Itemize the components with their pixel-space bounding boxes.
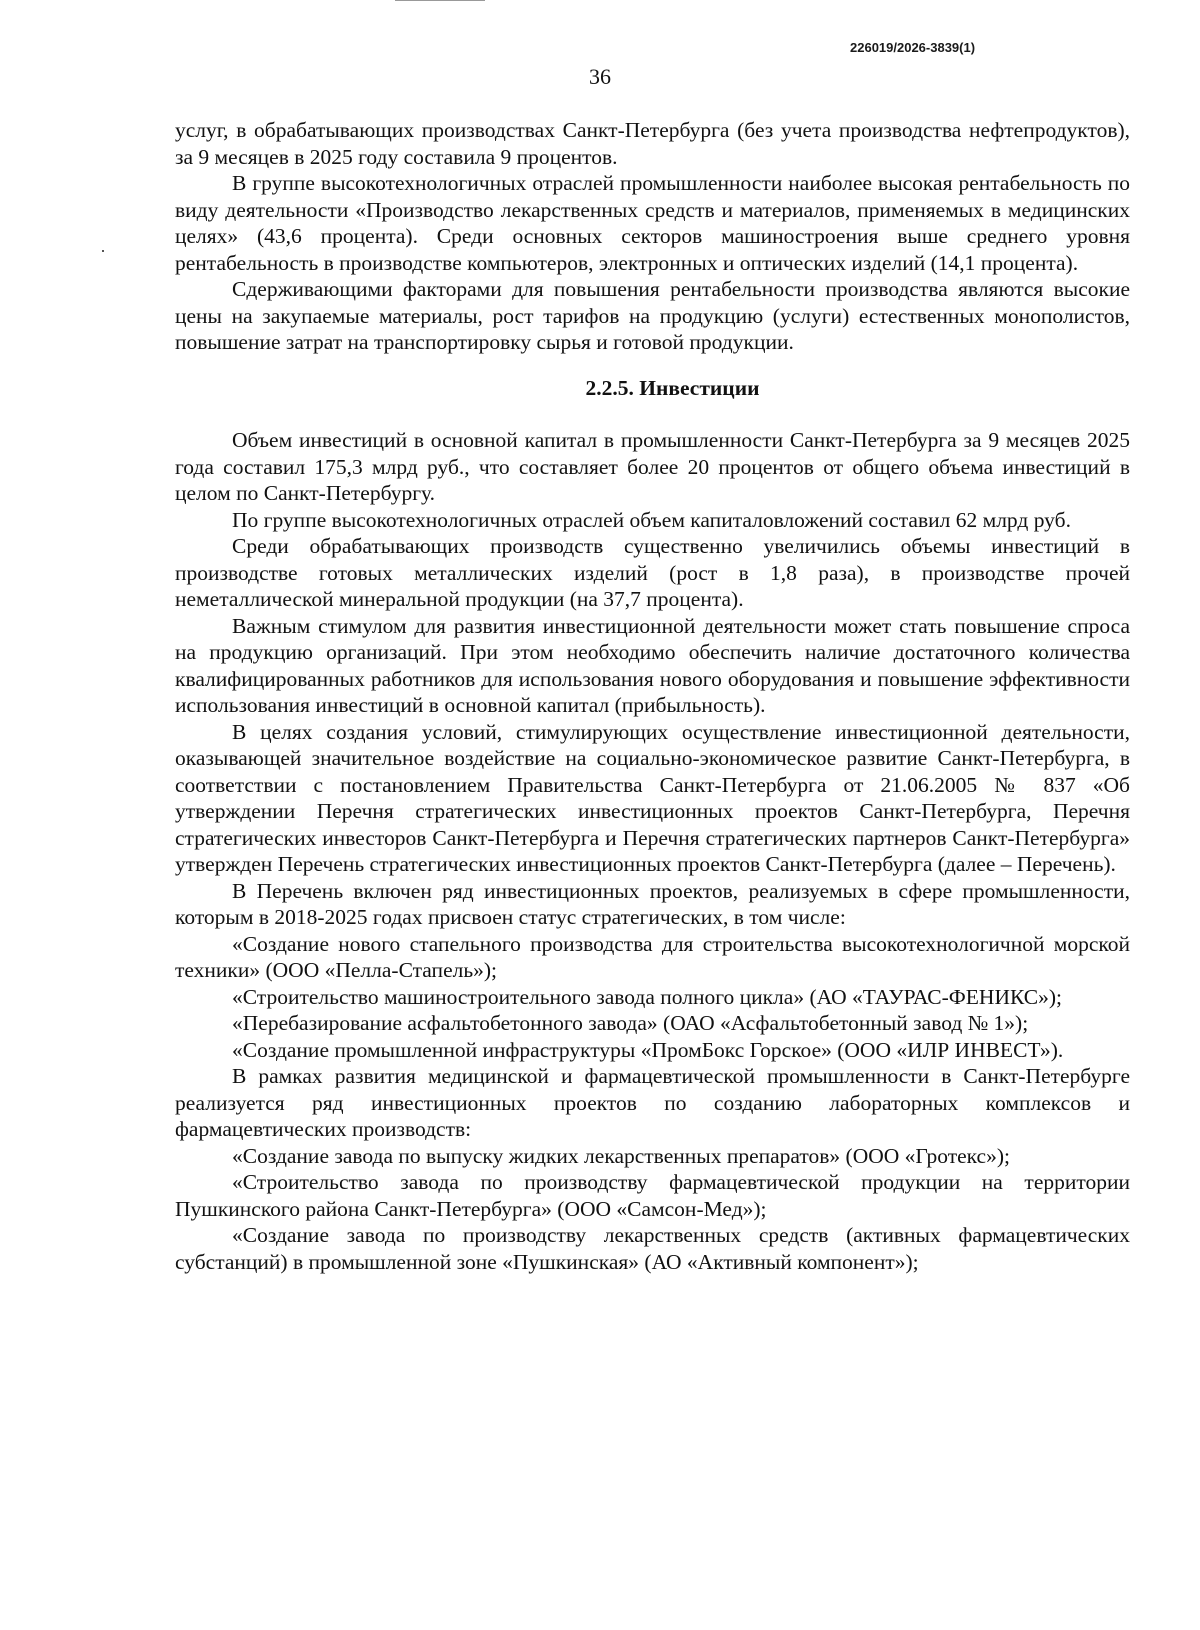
section-heading: 2.2.5. Инвестиции [585, 375, 760, 400]
paragraph: услуг, в обрабатывающих производствах Санкт-Петербурга (без учета производства нефтепродуктов), за 9 месяцев в 2025 году составила 9 процентов. [175, 118, 1130, 169]
page-number: 36 [589, 64, 611, 89]
list-item: «Строительство машиностроительного завода полного цикла» (АО «ТАУРАС-ФЕНИКС»); [232, 984, 1063, 1009]
scan-artifact [102, 250, 104, 252]
paragraph: В Перечень включен ряд инвестиционных проектов, реализуемых в сфере промышленности, которым в 2018-2025 годах присвоен статус стратегических, в том числе: [175, 878, 1130, 929]
list-item: «Создание завода по производству лекарственных средств (активных фармацевтических субстанций) в промышленной зоне «Пушкинская» (АО «Активный компонент»); [175, 1223, 1130, 1274]
scan-artifact [395, 0, 485, 1]
paragraph: В группе высокотехнологичных отраслей промышленности наиболее высокая рентабельность по виду деятельности «Производство лекарственных средств и материалов, применяемых в медицинских целях» (43,6 процента). Среди основных секторов машиностроения выше среднего уровня рентабельность в производстве компьютеров, электронных и оптических изделий (14,1 процента). [175, 171, 1130, 275]
list-item: «Создание промышленной инфраструктуры «ПромБокс Горское» (ООО «ИЛР ИНВЕСТ»). [232, 1037, 1064, 1062]
paragraph: Важным стимулом для развития инвестиционной деятельности может стать повышение спроса на продукцию организаций. При этом необходимо обеспечить наличие достаточного количества квалифицированных работников для использования нового оборудования и повышение эффективности использования инвестиций в основной капитал (прибыльность). [175, 613, 1130, 717]
paragraph: В рамках развития медицинской и фармацевтической промышленности в Санкт-Петербурге реализуется ряд инвестиционных проектов по созданию лабораторных комплексов и фармацевтических производств: [175, 1064, 1130, 1141]
list-item: «Создание завода по выпуску жидких лекарственных препаратов» (ООО «Гротекс»); [232, 1143, 1010, 1168]
paragraph: Сдерживающими факторами для повышения рентабельности производства являются высокие цены на закупаемые материалы, рост тарифов на продукцию (услуги) естественных монополистов, повышение затрат на транспортировку сырья и готовой продукции. [175, 277, 1130, 354]
list-item: «Строительство завода по производству фармацевтической продукции на территории Пушкинского района Санкт-Петербурга» (ООО «Самсон-Мед»); [175, 1170, 1130, 1221]
list-item: «Создание нового стапельного производства для строительства высокотехнологичной морской техники» (ООО «Пелла-Стапель»); [175, 931, 1130, 982]
document-body [175, 117, 1130, 1275]
paragraph: По группе высокотехнологичных отраслей объем капиталовложений составил 62 млрд руб. [232, 507, 1071, 532]
paragraph: Среди обрабатывающих производств существенно увеличились объемы инвестиций в производстве готовых металлических изделий (рост в 1,8 раза), в производстве прочей неметаллической минеральной продукции (на 37,7 процента). [175, 534, 1130, 611]
paragraph: В целях создания условий, стимулирующих осуществление инвестиционной деятельности, оказывающей значительное воздействие на социально-экономическое развитие Санкт-Петербурга, в соответствии с постановлением Правительства Санкт-Петербурга от 21.06.2005 № 837 «Об утверждении Перечня стратегических инвестиционных проектов Санкт-Петербурга, Перечня стратегических инвесторов Санкт-Петербурга и Перечня стратегических партнеров Санкт-Петербурга» утвержден Перечень стратегических инвестиционных проектов Санкт-Петербурга (далее – Перечень). [175, 719, 1130, 876]
document-id: 226019/2026-3839(1) [850, 40, 976, 55]
list-item: «Перебазирование асфальтобетонного завода» (ОАО «Асфальтобетонный завод № 1»); [232, 1011, 1029, 1035]
paragraph: Объем инвестиций в основной капитал в промышленности Санкт-Петербурга за 9 месяцев 2025 года составил 175,3 млрд руб., что составляет более 20 процентов от общего объема инвестиций в целом по Санкт-Петербургу. [175, 428, 1130, 505]
